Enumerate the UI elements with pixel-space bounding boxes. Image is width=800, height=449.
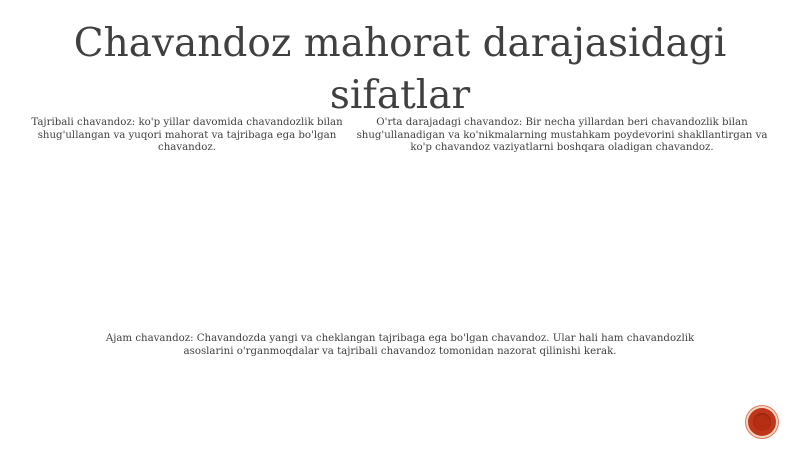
- circle-nav-button-icon[interactable]: [748, 408, 776, 436]
- intermediate-rider-text: O'rta darajadagi chavandoz: Bir necha yillardan beri chavandozlik bilan shug'ullanadigan va ko'nikmalarning mustahkam poydevorini shakllantirgan va ko'p chavandoz vaziyatlarni boshqara oladigan chavandoz.: [356, 117, 768, 154]
- nav-button-inner: [753, 413, 771, 431]
- novice-rider-text: Ajam chavandoz: Chavandozda yangi va cheklangan tajribaga ega bo'lgan chavandoz. Ular hali ham chavandozlik asoslarini o'rganmoqdalar va tajribali chavandoz tomonidan nazorat qilinishi kerak.: [105, 333, 695, 357]
- slide-title: Chavandoz mahorat darajasidagi sifatlar: [73, 21, 727, 118]
- experienced-rider-text: Tajribali chavandoz: ko'p yillar davomida chavandozlik bilan shug'ullangan va yuqori mahorat va tajribaga ega bo'lgan chavandoz.: [31, 117, 343, 154]
